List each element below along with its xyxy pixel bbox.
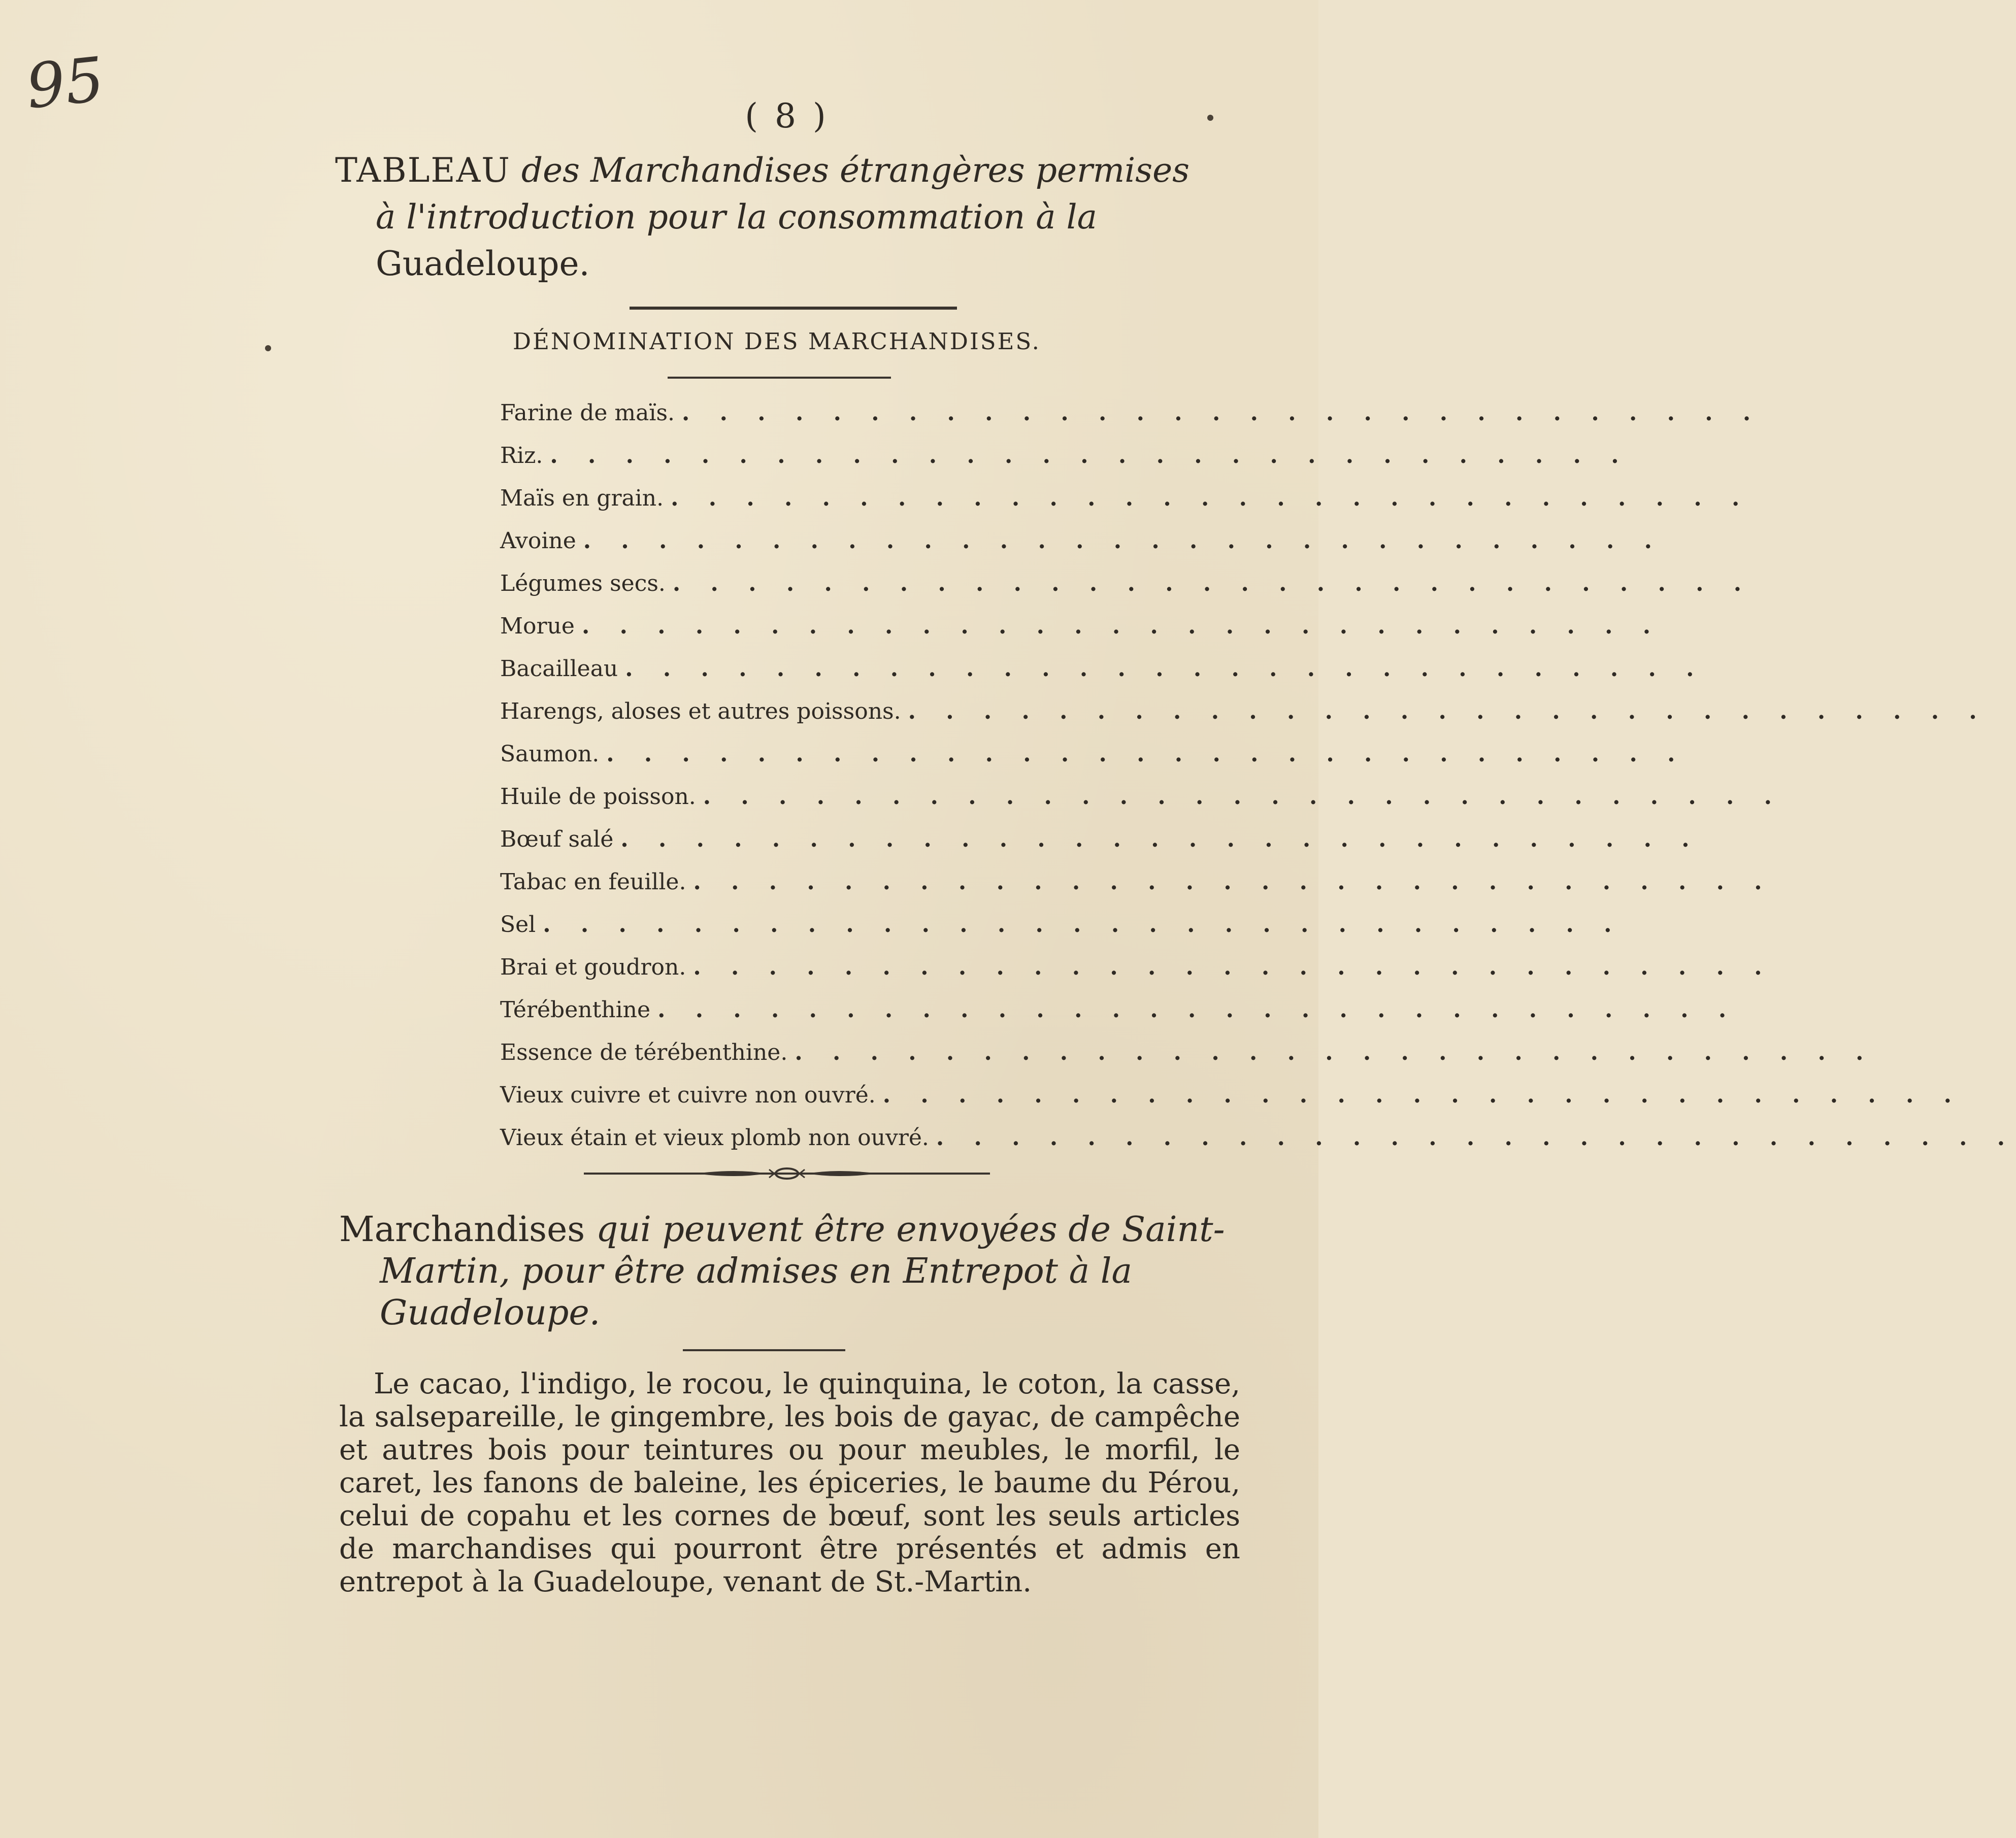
table-row xyxy=(500,954,1773,997)
dot-leader: . . . . . . . . . . . . . . . . . . . . . . . . . . . . . xyxy=(908,698,1988,724)
dot-leader: . . . . . . . . . . . . . . . . . . . . . . . . . . . . . xyxy=(581,613,1662,639)
table-row xyxy=(500,741,1687,784)
section-lead: Marchandises xyxy=(339,1210,585,1250)
dot-leader: . . . . . . . . . . . . . . . . . . . . . . . . . . . . . xyxy=(620,826,1701,852)
dot-leader: . . . . . . . . . . . . . . . . . . . . . . . . . . . . . xyxy=(682,400,1762,426)
section-rule xyxy=(683,1349,845,1351)
dot-leader: . . . . . . . . . . . . . . . . . . . . . . . . . . . . . xyxy=(882,1082,1963,1108)
dot-leader: . . . . . . . . . . . . . . . . . . . . . . . . . . . . . xyxy=(543,912,1623,938)
table-row xyxy=(500,1040,1875,1082)
dot-leader: . . . . . . . . . . . . . . . . . . . . . . . . . . . . . xyxy=(693,954,1773,980)
title-line-3: Guadeloupe. xyxy=(376,244,590,283)
dot-leader: . . . . . . . . . . . . . . . . . . . . . . . . . . . . . xyxy=(625,656,1705,682)
section-line-3: Guadeloupe. xyxy=(380,1293,601,1333)
merchandise-name: Morue xyxy=(500,613,575,639)
table-row xyxy=(500,826,1701,869)
merchandise-name: Avoine xyxy=(500,528,576,554)
merchandise-name: Sel xyxy=(500,912,536,938)
dot-leader: . . . . . . . . . . . . . . . . . . . . . . . . . . . . . xyxy=(936,1125,2016,1151)
title-line-1: des Marchandises étrangères permises xyxy=(521,151,1190,190)
table-row xyxy=(500,912,1623,954)
table-row xyxy=(500,400,1762,443)
title-rule xyxy=(630,307,957,310)
merchandise-name: Légumes secs. xyxy=(500,571,666,596)
ornamental-divider xyxy=(584,1163,990,1184)
ink-dot-mark xyxy=(265,345,271,351)
merchandise-name: Brai et goudron. xyxy=(500,954,686,980)
merchandise-name: Maïs en grain. xyxy=(500,485,664,511)
dot-leader: . . . . . . . . . . . . . . . . . . . . . . . . . . . . . xyxy=(703,784,1783,810)
dot-leader: . . . . . . . . . . . . . . . . . . . . . . . . . . . . . xyxy=(583,528,1663,554)
merchandise-name: Vieux étain et vieux plomb non ouvré. xyxy=(500,1125,929,1151)
table-row xyxy=(500,443,1630,485)
table-row xyxy=(500,656,1705,698)
title-lead: TABLEAU xyxy=(335,151,511,190)
page-number: ( 8 ) xyxy=(745,96,829,136)
table-row xyxy=(500,997,1738,1040)
table-row xyxy=(500,571,1753,613)
dot-leader: . . . . . . . . . . . . . . . . . . . . . . . . . . . . . xyxy=(795,1040,1875,1065)
merchandise-name: Riz. xyxy=(500,443,543,469)
merchandise-name: Bacailleau xyxy=(500,656,618,682)
merchandise-name: Harengs, aloses et autres poissons. xyxy=(500,698,901,724)
table-row xyxy=(500,485,1751,528)
section-heading xyxy=(339,1209,1253,1334)
table-row xyxy=(500,528,1663,571)
section-line-1: qui peuvent être envoyées de Saint- xyxy=(596,1210,1225,1250)
merchandise-name: Térébenthine xyxy=(500,997,651,1023)
dot-leader: . . . . . . . . . . . . . . . . . . . . . . . . . . . . . xyxy=(606,741,1687,767)
table-row xyxy=(500,613,1662,656)
ink-dot-mark xyxy=(1207,115,1213,121)
header-rule xyxy=(668,377,891,379)
dot-leader: . . . . . . . . . . . . . . . . . . . . . . . . . . . . . xyxy=(672,571,1753,596)
merchandise-name: Bœuf salé xyxy=(500,826,614,852)
title-line-2: à l'introduction pour la consommation à la xyxy=(376,197,1097,237)
dot-leader: . . . . . . . . . . . . . . . . . . . . . . . . . . . . . xyxy=(693,869,1773,895)
merchandise-name: Essence de térébenthine. xyxy=(500,1040,788,1065)
merchandise-name: Huile de poisson. xyxy=(500,784,696,810)
dot-leader: . . . . . . . . . . . . . . . . . . . . . . . . . . . . . xyxy=(550,443,1630,469)
table-column-header: DÉNOMINATION DES MARCHANDISES. xyxy=(513,328,1041,355)
table-row xyxy=(500,1082,1963,1125)
merchandise-name: Tabac en feuille. xyxy=(500,869,686,895)
dot-leader: . . . . . . . . . . . . . . . . . . . . . . . . . . . . . xyxy=(671,485,1751,511)
merchandise-list xyxy=(500,400,2016,1167)
merchandise-name: Saumon. xyxy=(500,741,600,767)
section-line-2: Martin, pour être admises en Entrepot à la xyxy=(380,1251,1133,1291)
handwritten-folio-number: 95 xyxy=(23,44,108,123)
body-paragraph: Le cacao, l'indigo, le rocou, le quinquina, le coton, la casse, la salsepareille, le gingembre, les bois de gayac, de campêche et autres bois pour teintures ou pour meubles, le morfil, le caret, les fanons de baleine, les épiceries, le baume du Pérou, celui de copahu et les cornes de bœuf, sont les seuls articles de marchandises qui pourront être présentés et admis en entrepot à la Guadeloupe, venant de St.-Martin. xyxy=(339,1367,1240,1598)
table-row xyxy=(500,869,1773,912)
table-title xyxy=(335,147,1208,287)
dot-leader: . . . . . . . . . . . . . . . . . . . . . . . . . . . . . xyxy=(657,997,1738,1023)
table-row xyxy=(500,1125,2016,1167)
table-row xyxy=(500,698,1988,741)
table-row xyxy=(500,784,1783,826)
merchandise-name: Farine de maïs. xyxy=(500,400,675,426)
merchandise-name: Vieux cuivre et cuivre non ouvré. xyxy=(500,1082,876,1108)
